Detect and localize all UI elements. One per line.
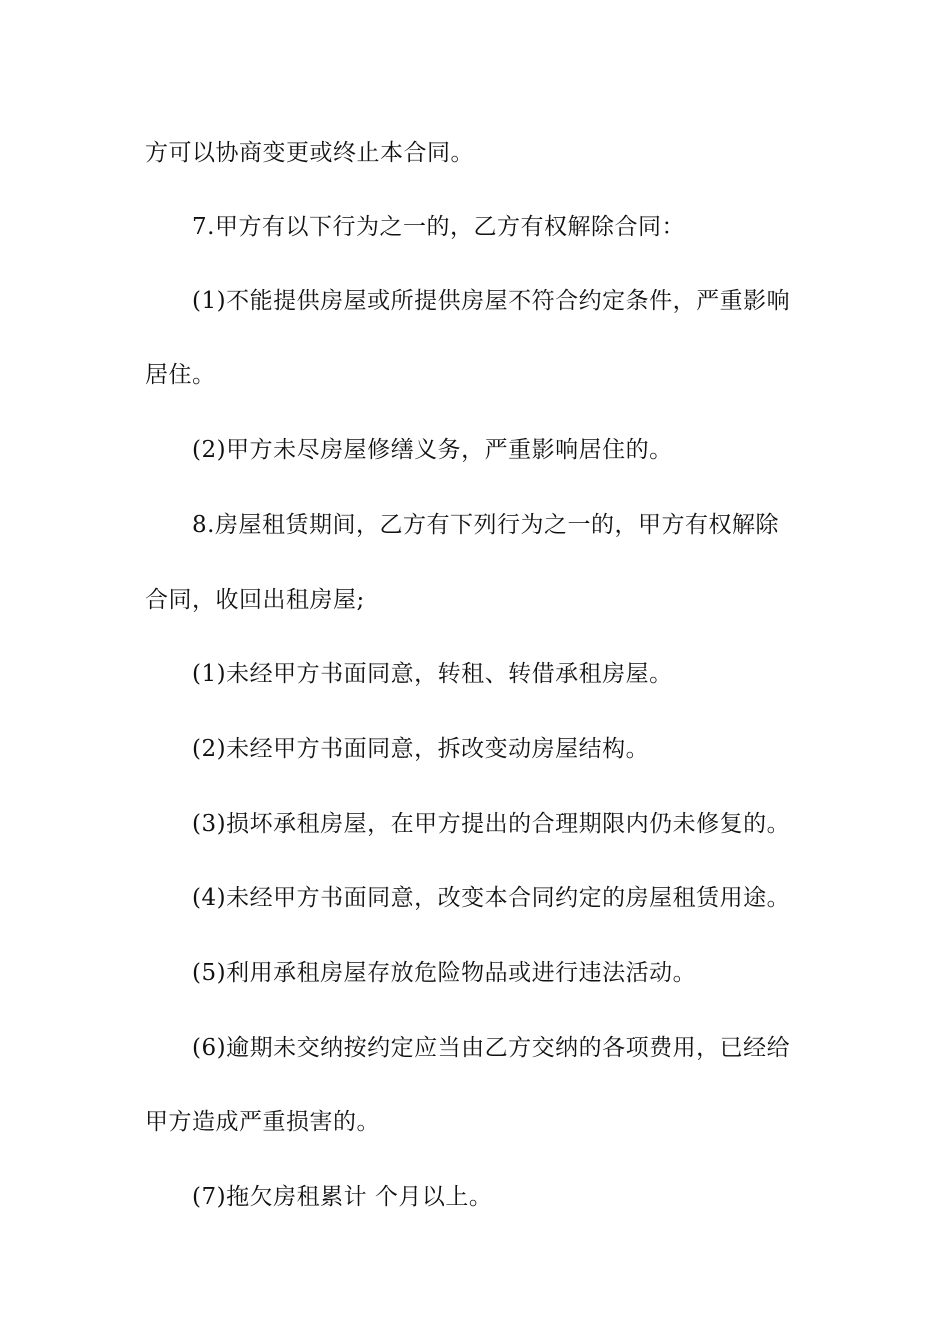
clause-7-item-1: (1)不能提供房屋或所提供房屋不符合约定条件，严重影响: [192, 288, 791, 314]
clause-8-item-5: (5)利用承租房屋存放危险物品或进行违法活动。: [192, 960, 697, 986]
clause-8-item-6: (6)逾期未交纳按约定应当由乙方交纳的各项费用，已经给: [192, 1035, 791, 1061]
clause-7-heading: 7.甲方有以下行为之一的，乙方有权解除合同：: [192, 214, 685, 240]
clause-8-item-6-continued: 甲方造成严重损害的。: [145, 1109, 380, 1135]
clause-7-item-1-continued: 居住。: [145, 362, 216, 388]
clause-8-heading-continued: 合同，收回出租房屋;: [145, 587, 365, 613]
clause-8-item-7: (7)拖欠房租累计 个月以上。: [192, 1184, 493, 1210]
clause-8-item-4: (4)未经甲方书面同意，改变本合同约定的房屋租赁用途。: [192, 885, 791, 911]
clause-8-item-1: (1)未经甲方书面同意，转租、转借承租房屋。: [192, 661, 673, 687]
clause-8-item-2: (2)未经甲方书面同意，拆改变动房屋结构。: [192, 736, 650, 762]
clause-8-item-3: (3)损坏承租房屋，在甲方提出的合理期限内仍未修复的。: [192, 811, 791, 837]
paragraph-line: 方可以协商变更或终止本合同。: [145, 140, 474, 166]
clause-7-item-2: (2)甲方未尽房屋修缮义务，严重影响居住的。: [192, 437, 673, 463]
clause-8-heading: 8.房屋租赁期间，乙方有下列行为之一的，甲方有权解除: [192, 512, 779, 538]
